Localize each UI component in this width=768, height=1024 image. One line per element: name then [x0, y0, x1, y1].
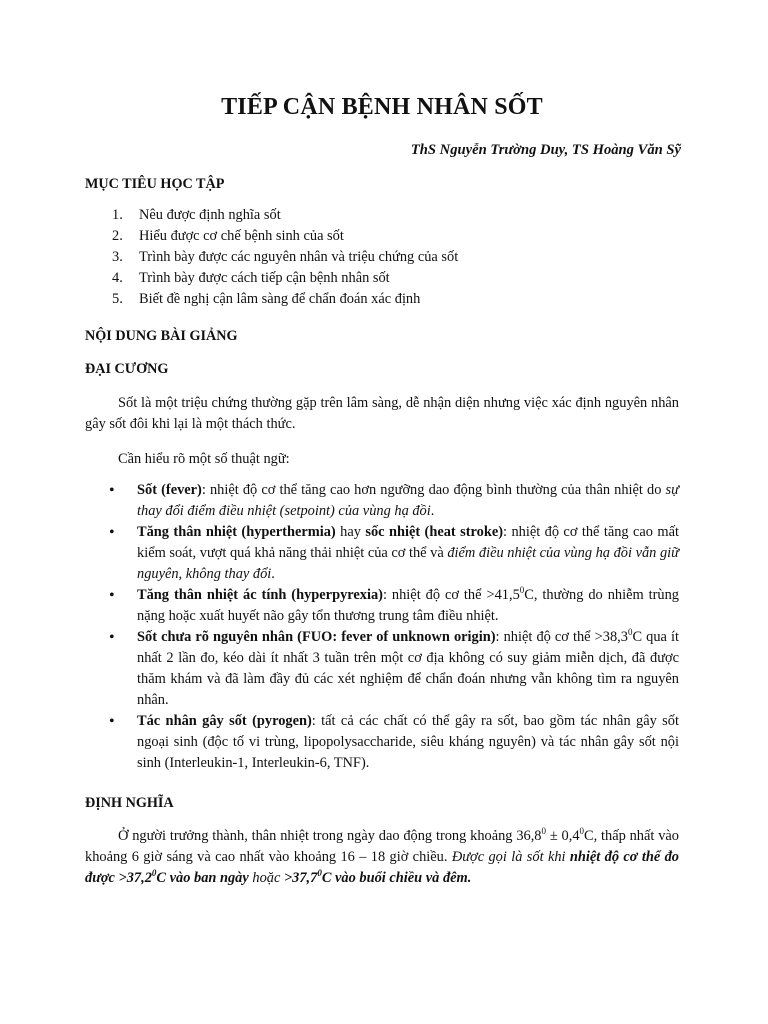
superscript: 0: [519, 585, 525, 596]
general-paragraph: Sốt là một triệu chứng thường gặp trên lâm sàng, dễ nhận diện nhưng việc xác định nguyên nhân gây sốt đôi khi lại là một thách thức.: [85, 395, 679, 432]
list-item: [85, 268, 458, 289]
document-authors: ThS Nguyễn Trường Duy, TS Hoàng Văn Sỹ: [410, 142, 681, 158]
list-number: 3.: [112, 249, 123, 265]
term-text: : nhiệt độ cơ thể >38,3: [495, 629, 628, 645]
general-heading: ĐẠI CƯƠNG: [85, 361, 169, 377]
objectives-list: [85, 205, 458, 310]
list-number: 1.: [112, 207, 123, 223]
definition-strong: nhiệt độ cơ thể đo được >37,2: [85, 849, 680, 886]
list-item-text: Biết đề nghị cận lâm sàng để chẩn đoán xác định: [139, 291, 421, 307]
term-text: hay: [335, 524, 366, 540]
term-text: : nhiệt độ cơ thể >41,5: [382, 587, 520, 603]
definition-paragraph: [85, 826, 679, 889]
definition-strong: C vào buổi chiều và đêm.: [321, 870, 472, 886]
term-text: C qua ít nhất 2 lần đo, kéo dài ít nhất 3 tuần trên một cơ địa không có suy giảm miễn dịch, đã được thăm khám và đã làm đầy đủ các xét nghiệm để chẩn đoán nhưng vẫn không tìm ra nguyên nhân.: [137, 629, 679, 708]
superscript: 0: [541, 826, 546, 837]
term-item: [85, 480, 679, 522]
definition-heading: ĐỊNH NGHĨA: [85, 795, 174, 811]
list-item-text: Trình bày được cách tiếp cận bệnh nhân sốt: [139, 270, 390, 286]
list-number: 5.: [112, 291, 123, 307]
term-name: sốc nhiệt (heat stroke): [365, 524, 504, 540]
list-number: 2.: [112, 228, 123, 244]
term-name: Sốt chưa rõ nguyên nhân (FUO: fever of unknown origin): [137, 629, 496, 645]
term-text: : nhiệt độ cơ thể tăng cao hơn ngưỡng dao động bình thường của thân nhiệt do: [201, 482, 666, 498]
term-text: C, thường do nhiễm trùng nặng hoặc xuất huyết não gây tổn thương trung tâm điều nhiệt.: [137, 587, 679, 624]
term-name: Tăng thân nhiệt (hyperthermia): [137, 524, 336, 540]
term-item: [85, 585, 679, 627]
term-text: : nhiệt độ cơ thể tăng cao mất kiểm soát, vượt quá khả năng thải nhiệt của cơ thể và: [137, 524, 679, 561]
content-heading: NỘI DUNG BÀI GIẢNG: [85, 328, 238, 344]
objectives-heading: MỤC TIÊU HỌC TẬP: [85, 176, 225, 192]
list-item-text: Hiểu được cơ chế bệnh sinh của sốt: [139, 228, 344, 244]
superscript: 0: [151, 868, 157, 879]
list-item: [85, 247, 458, 268]
list-item: [85, 289, 458, 310]
term-emphasis: sự thay đổi điểm điều nhiệt (setpoint) của vùng hạ đồi: [137, 482, 679, 519]
term-text: .: [430, 503, 435, 519]
term-name: Tăng thân nhiệt ác tính (hyperpyrexia): [137, 587, 383, 603]
term-text: : tất cả các chất có thể gây ra sốt, bao gồm tác nhân gây sốt ngoại sinh (độc tố vi trùng, lipopolysaccharide, siêu kháng nguyên) và tác nhân gây sốt nội sinh (Interleukin-1, Interleukin-6, TNF).: [137, 713, 679, 771]
term-item: [85, 627, 679, 711]
definition-text: C, thấp nhất vào khoảng 6 giờ sáng và cao nhất vào khoảng 16 – 18 giờ chiều.: [85, 828, 679, 865]
term-item: [85, 711, 679, 774]
superscript: 0: [627, 627, 633, 638]
definition-strong: >37,7: [283, 870, 318, 886]
term-emphasis: điểm điều nhiệt của vùng hạ đồi vẫn giữ nguyên, không thay đổi: [137, 545, 679, 582]
definition-text: Ở người trưởng thành, thân nhiệt trong ngày dao động trong khoảng 36,8: [118, 828, 542, 844]
list-item-text: Trình bày được các nguyên nhân và triệu chứng của sốt: [139, 249, 459, 265]
list-number: 4.: [112, 270, 123, 286]
list-item: [85, 205, 458, 226]
definition-text: ± 0,4: [546, 828, 580, 844]
superscript: 0: [317, 868, 322, 879]
definition-emphasis: hoặc: [248, 870, 284, 886]
list-item: [85, 226, 458, 247]
term-name: Tác nhân gây sốt (pyrogen): [137, 713, 312, 729]
definition-strong: C vào ban ngày: [156, 870, 249, 886]
term-item: [85, 522, 679, 585]
superscript: 0: [579, 826, 585, 837]
list-item-text: Nêu được định nghĩa sốt: [139, 207, 281, 223]
terms-list: [85, 480, 679, 774]
definition-emphasis: Được gọi là sốt khi: [451, 849, 570, 865]
term-name: Sốt (fever): [137, 482, 202, 498]
term-text: .: [271, 566, 275, 582]
terms-intro: Cần hiểu rõ một số thuật ngữ:: [118, 451, 290, 467]
document-title: TIẾP CẬN BỆNH NHÂN SỐT: [221, 94, 543, 120]
